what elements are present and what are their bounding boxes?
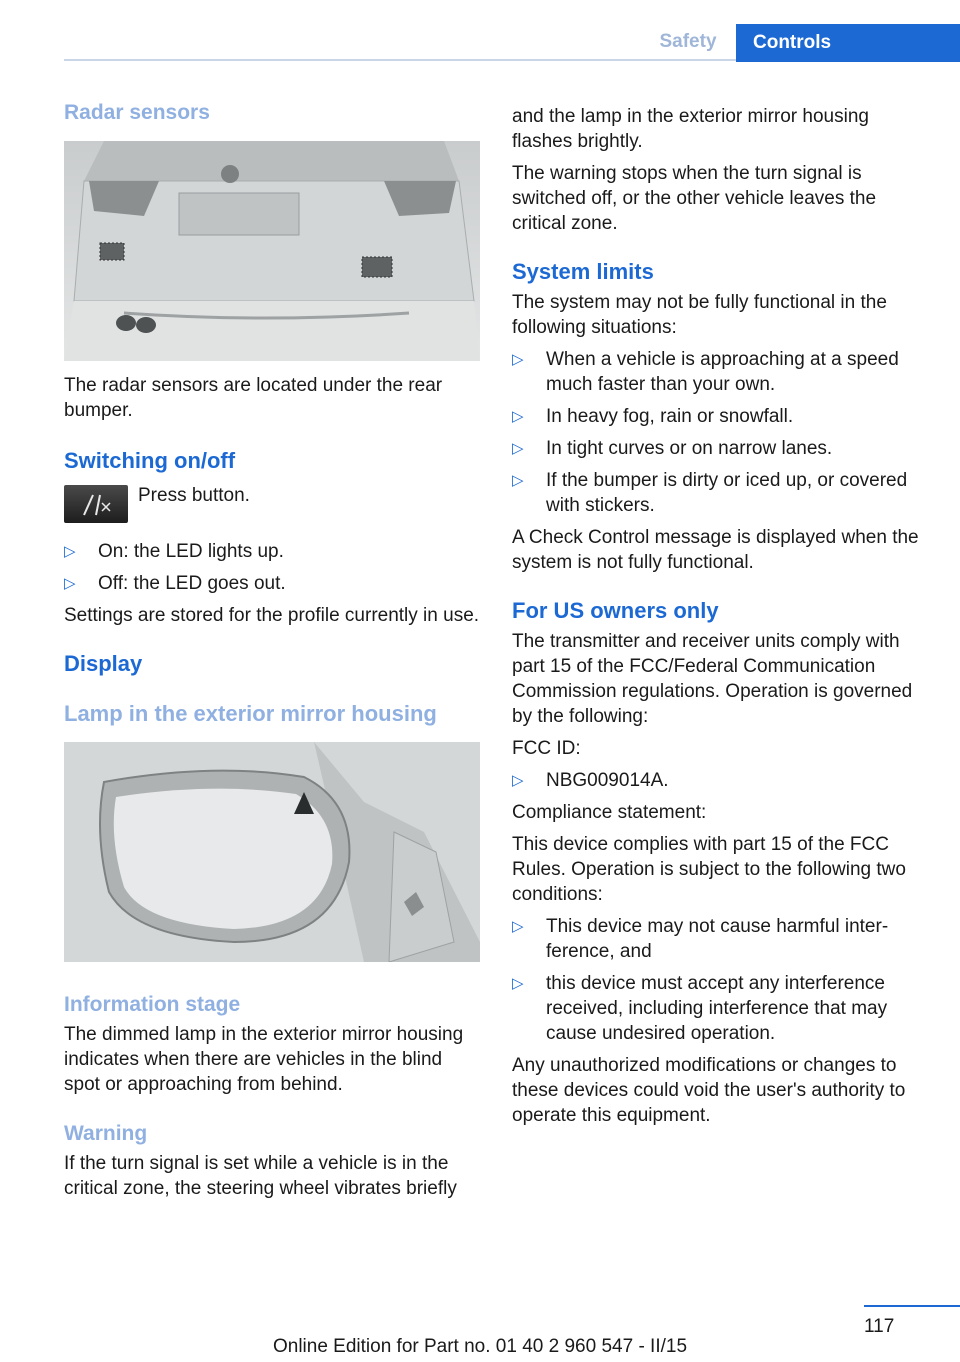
list-item: ▷ On: the LED lights up. bbox=[64, 541, 284, 562]
bullet-icon: ▷ bbox=[512, 472, 524, 489]
limits-list bbox=[512, 347, 932, 518]
limits-intro-text: The system may not be fully functional in the following situations: bbox=[512, 292, 887, 338]
us-owners-heading: For US owners only bbox=[512, 598, 719, 623]
compliance-label: Compliance statement: bbox=[512, 802, 707, 823]
press-button-text: Press button. bbox=[138, 485, 250, 506]
information-stage-heading: Information stage bbox=[64, 993, 241, 1016]
conditions-list bbox=[512, 914, 932, 1046]
bullet-icon: ▷ bbox=[512, 918, 524, 935]
list-item: ▷ Off: the LED goes out. bbox=[64, 573, 286, 594]
warning-text: If the turn signal is set while a vehicle is in the critical zone, the steering wheel vibrates briefly bbox=[64, 1153, 457, 1199]
list-item: ▷ If the bumper is dirty or iced up, or covered with stickers. bbox=[512, 470, 908, 516]
display-heading: Display bbox=[64, 651, 143, 676]
list-item: ▷ In tight curves or on narrow lanes. bbox=[512, 438, 833, 459]
bullet-icon: ▷ bbox=[512, 351, 524, 368]
list-item: ▷ This device may not cause harmful interference, and bbox=[512, 916, 889, 962]
blind-spot-icon bbox=[76, 491, 116, 517]
footer-rule bbox=[864, 1305, 960, 1307]
tab-safety[interactable]: Safety bbox=[659, 31, 717, 52]
left-column bbox=[64, 100, 482, 1201]
bullet-icon: ▷ bbox=[512, 440, 524, 457]
right-column bbox=[512, 104, 932, 1128]
us-owners-text: The transmitter and receiver units comply with part 15 of the FCC/Federal Communication Commission regulations. Operation is governed by the following: bbox=[512, 631, 913, 727]
fcc-list bbox=[512, 768, 932, 793]
mirror-image bbox=[64, 742, 480, 962]
radar-sensors-heading: Radar sensors bbox=[64, 101, 210, 124]
list-item: ▷ When a vehicle is approaching at a speed much faster than your own. bbox=[512, 349, 899, 395]
bullet-icon: ▷ bbox=[512, 408, 524, 425]
page-number: 117 bbox=[864, 1316, 895, 1337]
edition-footer[interactable]: Online Edition for Part no. 01 40 2 960 547 - II/15 bbox=[272, 1336, 688, 1357]
list-item: ▷ NBG009014A. bbox=[512, 770, 669, 791]
continued-text: and the lamp in the exterior mirror housing flashes brightly. bbox=[512, 106, 869, 152]
check-control-text: A Check Control message is displayed when the system is not fully functional. bbox=[512, 527, 919, 573]
fcc-id-label: FCC ID: bbox=[512, 738, 581, 759]
tab-controls[interactable]: Controls bbox=[736, 24, 960, 62]
radar-location-text: The radar sensors are located under the rear bumper. bbox=[64, 375, 443, 421]
switch-list bbox=[64, 539, 482, 596]
bullet-icon: ▷ bbox=[512, 772, 524, 789]
list-item: ▷ In heavy fog, rain or snowfall. bbox=[512, 406, 794, 427]
rear-bumper-image bbox=[64, 141, 480, 361]
bullet-icon: ▷ bbox=[64, 543, 76, 560]
blind-spot-button[interactable] bbox=[64, 485, 128, 523]
switching-heading: Switching on/off bbox=[64, 448, 236, 473]
system-limits-heading: System limits bbox=[512, 259, 654, 284]
lamp-heading: Lamp in the exterior mirror housing bbox=[64, 701, 437, 726]
warning-stop-text: The warning stops when the turn signal is switched off, or the other vehicle leaves the critical zone. bbox=[512, 163, 877, 234]
list-item: ▷ this device must accept any interference received, including interference that may cause undesired operation. bbox=[512, 973, 888, 1044]
settings-text: Settings are stored for the profile currently in use. bbox=[64, 605, 480, 626]
unauthorized-text: Any unauthorized modifications or changes to these devices could void the user's authority to operate this equipment. bbox=[512, 1055, 906, 1126]
bullet-icon: ▷ bbox=[512, 975, 524, 992]
warning-heading: Warning bbox=[64, 1122, 148, 1145]
information-stage-text: The dimmed lamp in the exterior mirror housing indicates when there are vehicles in the blind spot or approaching from behind. bbox=[64, 1024, 464, 1095]
bullet-icon: ▷ bbox=[64, 575, 76, 592]
compliance-text: This device complies with part 15 of the FCC Rules. Operation is subject to the following two conditions: bbox=[512, 834, 906, 905]
